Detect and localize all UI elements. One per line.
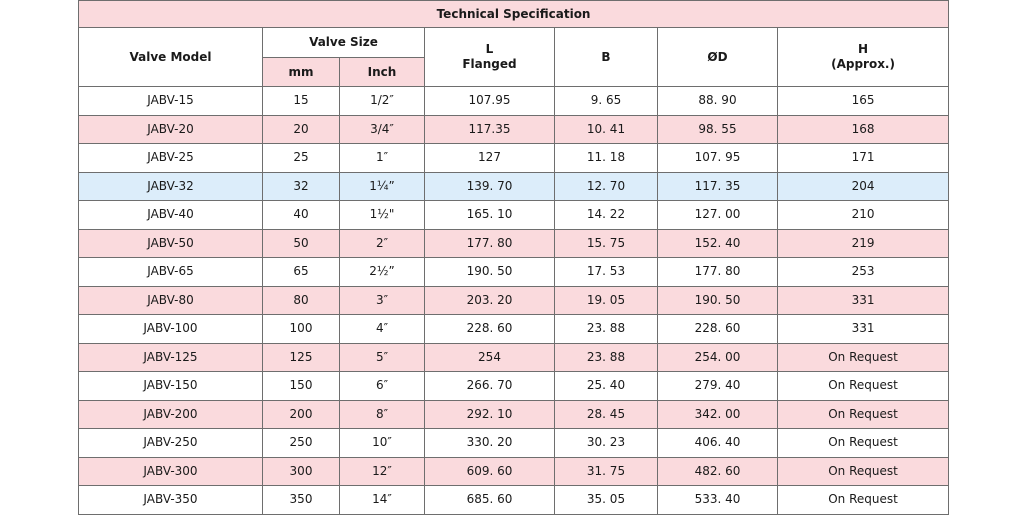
header-b: B — [555, 28, 658, 87]
table-row — [79, 315, 949, 344]
table-row — [79, 429, 949, 458]
table-row — [79, 486, 949, 515]
header-row-1 — [79, 28, 949, 58]
cell-inch: 1/2″ — [340, 87, 425, 116]
cell-h-approx: On Request — [778, 400, 949, 429]
cell-b: 9. 65 — [555, 87, 658, 116]
header-l-flanged — [425, 28, 555, 87]
cell-valve-model: JABV-250 — [79, 429, 263, 458]
cell-b: 19. 05 — [555, 286, 658, 315]
cell-l-flanged: 228. 60 — [425, 315, 555, 344]
cell-b: 12. 70 — [555, 172, 658, 201]
table-title: Technical Specification — [79, 1, 949, 28]
cell-h-approx: 253 — [778, 258, 949, 287]
cell-h-approx: 210 — [778, 201, 949, 230]
header-approx: (Approx.) — [831, 57, 895, 71]
table-row — [79, 201, 949, 230]
cell-l-flanged: 292. 10 — [425, 400, 555, 429]
cell-od: 228. 60 — [658, 315, 778, 344]
cell-l-flanged: 685. 60 — [425, 486, 555, 515]
cell-h-approx: On Request — [778, 343, 949, 372]
cell-h-approx: 331 — [778, 286, 949, 315]
cell-l-flanged: 165. 10 — [425, 201, 555, 230]
cell-mm: 350 — [263, 486, 340, 515]
cell-mm: 300 — [263, 457, 340, 486]
cell-b: 31. 75 — [555, 457, 658, 486]
table-row — [79, 457, 949, 486]
cell-mm: 40 — [263, 201, 340, 230]
cell-od: 177. 80 — [658, 258, 778, 287]
cell-od: 406. 40 — [658, 429, 778, 458]
header-flanged: Flanged — [462, 57, 517, 71]
cell-valve-model: JABV-40 — [79, 201, 263, 230]
cell-h-approx: 168 — [778, 115, 949, 144]
cell-l-flanged: 190. 50 — [425, 258, 555, 287]
table-row — [79, 115, 949, 144]
cell-inch: 2½” — [340, 258, 425, 287]
cell-valve-model: JABV-15 — [79, 87, 263, 116]
cell-od: 127. 00 — [658, 201, 778, 230]
cell-valve-model: JABV-350 — [79, 486, 263, 515]
cell-inch: 10″ — [340, 429, 425, 458]
cell-b: 23. 88 — [555, 315, 658, 344]
cell-b: 23. 88 — [555, 343, 658, 372]
table-row — [79, 87, 949, 116]
cell-mm: 50 — [263, 229, 340, 258]
cell-mm: 15 — [263, 87, 340, 116]
cell-b: 35. 05 — [555, 486, 658, 515]
cell-od: 117. 35 — [658, 172, 778, 201]
cell-h-approx: On Request — [778, 457, 949, 486]
cell-mm: 100 — [263, 315, 340, 344]
cell-h-approx: On Request — [778, 486, 949, 515]
cell-od: 342. 00 — [658, 400, 778, 429]
cell-valve-model: JABV-80 — [79, 286, 263, 315]
cell-mm: 65 — [263, 258, 340, 287]
cell-b: 11. 18 — [555, 144, 658, 173]
cell-valve-model: JABV-65 — [79, 258, 263, 287]
cell-h-approx: 204 — [778, 172, 949, 201]
cell-l-flanged: 107.95 — [425, 87, 555, 116]
cell-mm: 25 — [263, 144, 340, 173]
cell-inch: 4″ — [340, 315, 425, 344]
header-l: L — [485, 42, 494, 56]
cell-l-flanged: 609. 60 — [425, 457, 555, 486]
cell-od: 152. 40 — [658, 229, 778, 258]
header-h-approx — [778, 28, 949, 87]
cell-valve-model: JABV-20 — [79, 115, 263, 144]
cell-l-flanged: 266. 70 — [425, 372, 555, 401]
table-row — [79, 229, 949, 258]
cell-b: 15. 75 — [555, 229, 658, 258]
cell-b: 14. 22 — [555, 201, 658, 230]
cell-b: 10. 41 — [555, 115, 658, 144]
header-mm: mm — [263, 58, 340, 87]
table-row — [79, 372, 949, 401]
cell-mm: 80 — [263, 286, 340, 315]
cell-od: 254. 00 — [658, 343, 778, 372]
cell-valve-model: JABV-200 — [79, 400, 263, 429]
cell-od: 482. 60 — [658, 457, 778, 486]
technical-spec-table — [78, 0, 949, 515]
cell-od: 107. 95 — [658, 144, 778, 173]
table-body — [79, 87, 949, 515]
header-valve-size: Valve Size — [263, 28, 425, 58]
cell-inch: 3/4″ — [340, 115, 425, 144]
cell-valve-model: JABV-300 — [79, 457, 263, 486]
cell-l-flanged: 330. 20 — [425, 429, 555, 458]
table-row — [79, 144, 949, 173]
cell-inch: 1″ — [340, 144, 425, 173]
cell-inch: 12″ — [340, 457, 425, 486]
cell-inch: 8″ — [340, 400, 425, 429]
cell-od: 279. 40 — [658, 372, 778, 401]
cell-h-approx: 219 — [778, 229, 949, 258]
cell-inch: 5″ — [340, 343, 425, 372]
cell-mm: 200 — [263, 400, 340, 429]
cell-valve-model: JABV-125 — [79, 343, 263, 372]
table-row — [79, 258, 949, 287]
cell-b: 28. 45 — [555, 400, 658, 429]
cell-od: 533. 40 — [658, 486, 778, 515]
cell-inch: 1¼” — [340, 172, 425, 201]
cell-h-approx: 165 — [778, 87, 949, 116]
cell-inch: 6″ — [340, 372, 425, 401]
cell-mm: 250 — [263, 429, 340, 458]
table-row — [79, 172, 949, 201]
table-row — [79, 343, 949, 372]
cell-b: 17. 53 — [555, 258, 658, 287]
cell-valve-model: JABV-100 — [79, 315, 263, 344]
cell-l-flanged: 203. 20 — [425, 286, 555, 315]
cell-h-approx: On Request — [778, 372, 949, 401]
cell-valve-model: JABV-150 — [79, 372, 263, 401]
cell-mm: 125 — [263, 343, 340, 372]
cell-mm: 20 — [263, 115, 340, 144]
cell-inch: 1½" — [340, 201, 425, 230]
cell-l-flanged: 177. 80 — [425, 229, 555, 258]
cell-b: 30. 23 — [555, 429, 658, 458]
cell-valve-model: JABV-32 — [79, 172, 263, 201]
cell-valve-model: JABV-50 — [79, 229, 263, 258]
cell-h-approx: On Request — [778, 429, 949, 458]
cell-od: 190. 50 — [658, 286, 778, 315]
header-inch: Inch — [340, 58, 425, 87]
cell-od: 98. 55 — [658, 115, 778, 144]
cell-mm: 150 — [263, 372, 340, 401]
cell-b: 25. 40 — [555, 372, 658, 401]
cell-l-flanged: 127 — [425, 144, 555, 173]
cell-l-flanged: 117.35 — [425, 115, 555, 144]
cell-inch: 14″ — [340, 486, 425, 515]
table-title-row — [79, 1, 949, 28]
table-row — [79, 400, 949, 429]
table-row — [79, 286, 949, 315]
cell-h-approx: 171 — [778, 144, 949, 173]
cell-mm: 32 — [263, 172, 340, 201]
cell-inch: 3″ — [340, 286, 425, 315]
cell-valve-model: JABV-25 — [79, 144, 263, 173]
cell-l-flanged: 139. 70 — [425, 172, 555, 201]
cell-l-flanged: 254 — [425, 343, 555, 372]
cell-inch: 2″ — [340, 229, 425, 258]
header-valve-model: Valve Model — [79, 28, 263, 87]
cell-od: 88. 90 — [658, 87, 778, 116]
cell-h-approx: 331 — [778, 315, 949, 344]
header-h: H — [858, 42, 869, 56]
header-od: ØD — [658, 28, 778, 87]
